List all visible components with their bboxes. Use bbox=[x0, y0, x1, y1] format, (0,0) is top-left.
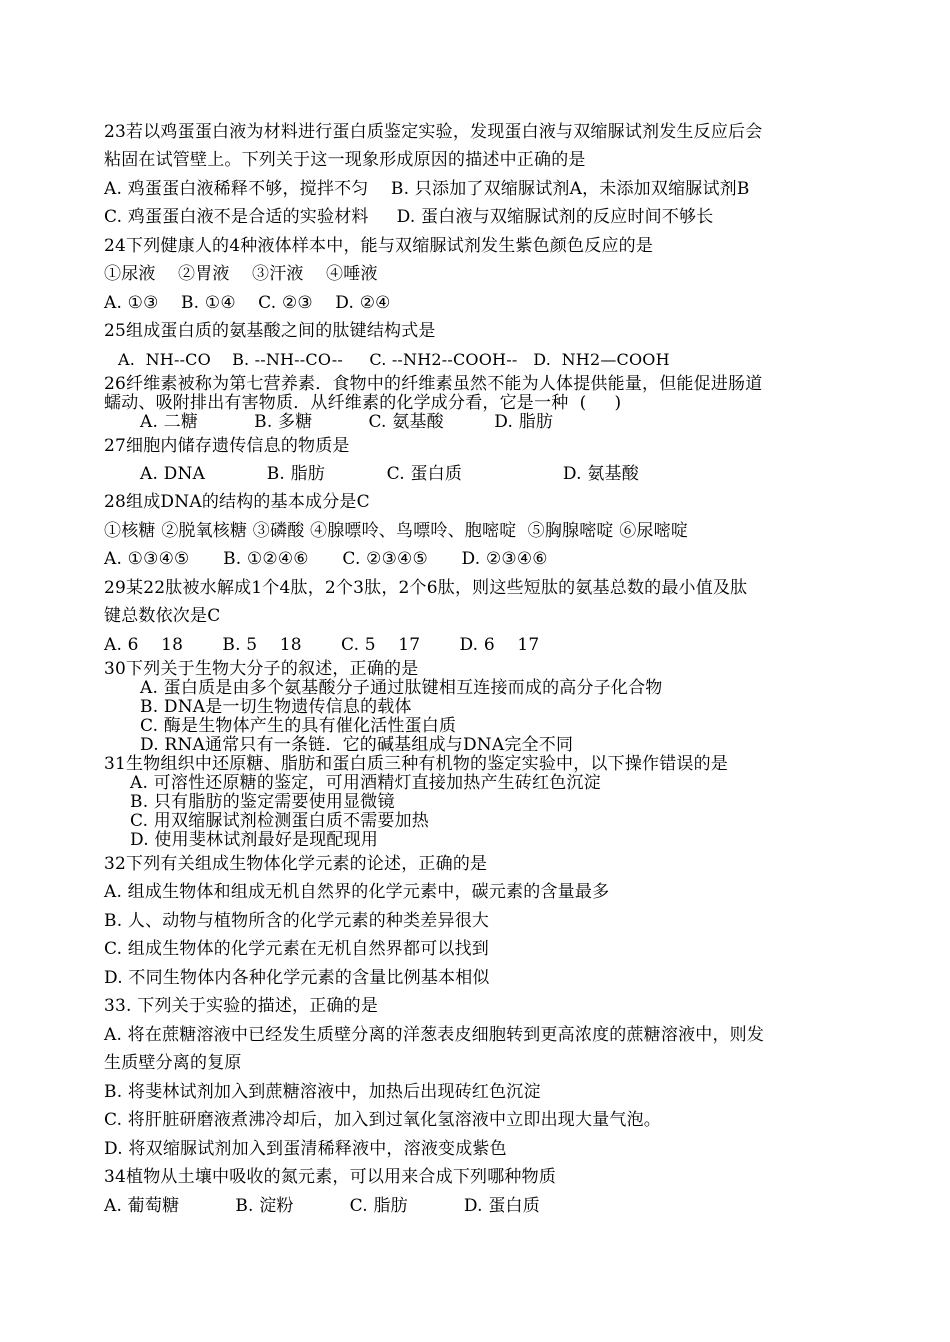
q30-option-d: D. RNA通常只有一条链．它的碱基组成与DNA完全不同 bbox=[140, 735, 574, 755]
q32-option-a: A. 组成生物体和组成无机自然界的化学元素中，碳元素的含量最多 bbox=[104, 882, 610, 902]
q29-stem-line1: 29某22肽被水解成1个4肽，2个3肽，2个6肽，则这些短肽的氨基总数的最小值及肽 bbox=[104, 578, 748, 598]
q28-options: A. ①③④⑤ B. ①②④⑥ C. ②③④⑤ D. ②③④⑥ bbox=[104, 549, 548, 569]
q27-options: A. DNA B. 脂肪 C. 蛋白质 D. 氨基酸 bbox=[140, 464, 639, 484]
q24-items: ①尿液 ②胃液 ③汗液 ④唾液 bbox=[104, 264, 378, 284]
q33-option-d: D. 将双缩脲试剂加入到蛋清稀释液中，溶液变成紫色 bbox=[104, 1139, 507, 1159]
q30-option-c: C. 酶是生物体产生的具有催化活性蛋白质 bbox=[140, 716, 457, 736]
q26-stem-line2: 蠕动、吸附排出有害物质．从纤维素的化学成分看，它是一种 ( ) bbox=[104, 393, 622, 413]
q29-options: A. 6 18 B. 5 18 C. 5 17 D. 6 17 bbox=[104, 635, 540, 655]
q33-stem: 33. 下列关于实验的描述，正确的是 bbox=[104, 996, 379, 1016]
q34-stem: 34植物从土壤中吸收的氮元素，可以用来合成下列哪种物质 bbox=[104, 1167, 557, 1187]
q33-option-b: B. 将斐林试剂加入到蔗糖溶液中，加热后出现砖红色沉淀 bbox=[104, 1082, 541, 1102]
q33-option-a-line1: A. 将在蔗糖溶液中已经发生质壁分离的洋葱表皮细胞转到更高浓度的蔗糖溶液中，则发 bbox=[104, 1025, 765, 1045]
q31-option-d: D. 使用斐林试剂最好是现配现用 bbox=[130, 830, 379, 850]
q32-option-d: D. 不同生物体内各种化学元素的含量比例基本相似 bbox=[104, 968, 490, 988]
q33-option-c: C. 将肝脏研磨液煮沸冷却后，加入到过氧化氢溶液中立即出现大量气泡。 bbox=[104, 1110, 662, 1130]
q25-options: A. NH--CO B. --NH--CO-- C. --NH2--COOH-- D. NH2—COOH bbox=[118, 350, 670, 369]
q28-items: ①核糖 ②脱氧核糖 ③磷酸 ④腺嘌呤、鸟嘌呤、胞嘧啶 ⑤胸腺嘧啶 ⑥尿嘧啶 bbox=[104, 521, 689, 541]
q32-option-b: B. 人、动物与植物所含的化学元素的种类差异很大 bbox=[104, 911, 490, 931]
q33-option-a-line2: 生质壁分离的复原 bbox=[104, 1053, 242, 1073]
q26-stem-line1: 26纤维素被称为第七营养素．食物中的纤维素虽然不能为人体提供能量，但能促进肠道 bbox=[104, 374, 763, 394]
q32-option-c: C. 组成生物体的化学元素在无机自然界都可以找到 bbox=[104, 939, 490, 959]
q31-option-a: A. 可溶性还原糖的鉴定，可用酒精灯直接加热产生砖红色沉淀 bbox=[130, 773, 601, 793]
q31-option-b: B. 只有脂肪的鉴定需要使用显微镜 bbox=[130, 792, 395, 812]
q30-stem: 30下列关于生物大分子的叙述，正确的是 bbox=[104, 659, 419, 679]
q30-option-b: B. DNA是一切生物遗传信息的载体 bbox=[140, 697, 412, 717]
q23-stem-line2: 粘固在试管壁上。下列关于这一现象形成原因的描述中正确的是 bbox=[104, 150, 586, 170]
q28-stem: 28组成DNA的结构的基本成分是C bbox=[104, 492, 370, 512]
q26-options: A. 二糖 B. 多糖 C. 氨基酸 D. 脂肪 bbox=[140, 412, 554, 432]
q27-stem: 27细胞内储存遗传信息的物质是 bbox=[104, 436, 350, 456]
q34-options: A. 葡萄糖 B. 淀粉 C. 脂肪 D. 蛋白质 bbox=[104, 1196, 540, 1216]
q24-stem: 24下列健康人的4种液体样本中，能与双缩脲试剂发生紫色颜色反应的是 bbox=[104, 236, 654, 256]
q25-stem: 25组成蛋白质的氨基酸之间的肽键结构式是 bbox=[104, 321, 436, 341]
q29-stem-line2: 键总数依次是C bbox=[104, 606, 221, 626]
q23-options-ab: A. 鸡蛋蛋白液稀释不够，搅拌不匀 B. 只添加了双缩脲试剂A，未添加双缩脲试剂B bbox=[104, 179, 750, 199]
q30-option-a: A. 蛋白质是由多个氨基酸分子通过肽键相互连接而成的高分子化合物 bbox=[140, 678, 663, 698]
q23-options-cd: C. 鸡蛋蛋白液不是合适的实验材料 D. 蛋白液与双缩脲试剂的反应时间不够长 bbox=[104, 207, 714, 227]
q32-stem: 32下列有关组成生物体化学元素的论述，正确的是 bbox=[104, 854, 488, 874]
q31-option-c: C. 用双缩脲试剂检测蛋白质不需要加热 bbox=[130, 811, 430, 831]
q31-stem: 31生物组织中还原糖、脂肪和蛋白质三种有机物的鉴定实验中，以下操作错误的是 bbox=[104, 754, 729, 774]
q24-options: A. ①③ B. ①④ C. ②③ D. ②④ bbox=[104, 293, 391, 313]
q23-stem-line1: 23若以鸡蛋蛋白液为材料进行蛋白质鉴定实验，发现蛋白液与双缩脲试剂发生反应后会 bbox=[104, 122, 763, 142]
